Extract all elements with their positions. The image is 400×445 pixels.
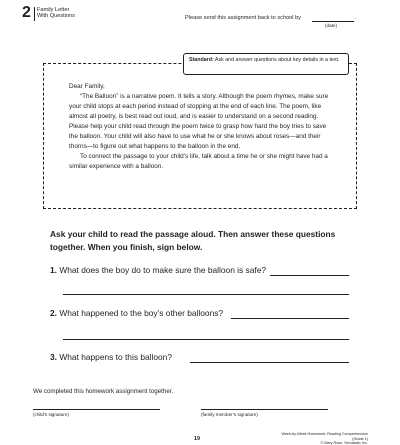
answer-3-line-a[interactable] [190, 362, 349, 363]
question-2-number: 2. [50, 308, 57, 318]
standard-text: Ask and answer questions about key details in a text. [214, 57, 340, 63]
header-divider [34, 7, 35, 21]
page-number: 19 [194, 436, 200, 442]
question-1 [50, 265, 360, 275]
page-header [22, 6, 378, 30]
answer-1-line-a[interactable] [270, 275, 349, 276]
question-1-text: What does the boy do to make sure the balloon is safe? [59, 265, 267, 275]
question-2 [50, 308, 360, 318]
family-letter [43, 63, 357, 209]
lesson-title-line-1: Family Letter [37, 7, 70, 13]
letter-body [69, 92, 336, 172]
question-2-text: What happened to the boy’s other balloons? [59, 308, 224, 318]
footer-credit-line-2: © Mary Rose, Scholastic Inc. [320, 441, 368, 445]
answer-2-line-b[interactable] [63, 339, 349, 340]
lesson-title-line-2: With Questions [37, 13, 75, 20]
child-signature-line[interactable] [33, 409, 160, 410]
standard-callout [183, 53, 349, 75]
lesson-number: 2 [22, 4, 31, 21]
answer-1-line-b[interactable] [63, 294, 349, 295]
instructions: Ask your child to read the passage aloud. Then answer these questions together. When you finish, sign below. [50, 229, 336, 252]
footer-credit [273, 432, 368, 445]
question-3-number: 3. [50, 352, 57, 362]
letter-greeting: Dear Family, [69, 83, 105, 90]
family-signature-line[interactable] [201, 409, 328, 410]
question-3-text: What happens to this balloon? [59, 352, 173, 362]
completion-statement: We completed this homework assignment together. [33, 388, 174, 395]
date-punctuation: . [355, 15, 357, 21]
lesson-title [37, 7, 75, 20]
date-label: (date) [325, 23, 338, 28]
date-field[interactable] [312, 21, 354, 22]
letter-paragraph-1: “The Balloon” is a narrative poem. It tells a story. Although the poem rhymes, make sure your child stops at each period instead of stopping at the end of each line. The poem, like almost all poetry, is best read out loud, and is easier to understand on a second reading. Please help your child read through the poem twice to grasp how hard the boy tries to save the balloon. Your child will also have to use what he or she knows about roses—and their thorns—to figure out what happens to the balloon in the end. [69, 93, 329, 150]
footer-credit-line-1: Week-by-Week Homework: Reading Comprehension (Grade 1) [281, 432, 368, 441]
answer-2-line-a[interactable] [231, 318, 349, 319]
family-signature-label: (family member’s signature) [201, 412, 258, 417]
child-signature-label: (child’s signature) [33, 412, 69, 417]
question-1-number: 1. [50, 265, 57, 275]
question-3 [50, 352, 360, 362]
standard-label: Standard: [189, 57, 214, 63]
letter-paragraph-2: To connect the passage to your child’s life, talk about a time he or she might have had a similar experience with a balloon. [69, 153, 328, 170]
return-by-text: Please send this assignment back to school by [185, 15, 301, 21]
